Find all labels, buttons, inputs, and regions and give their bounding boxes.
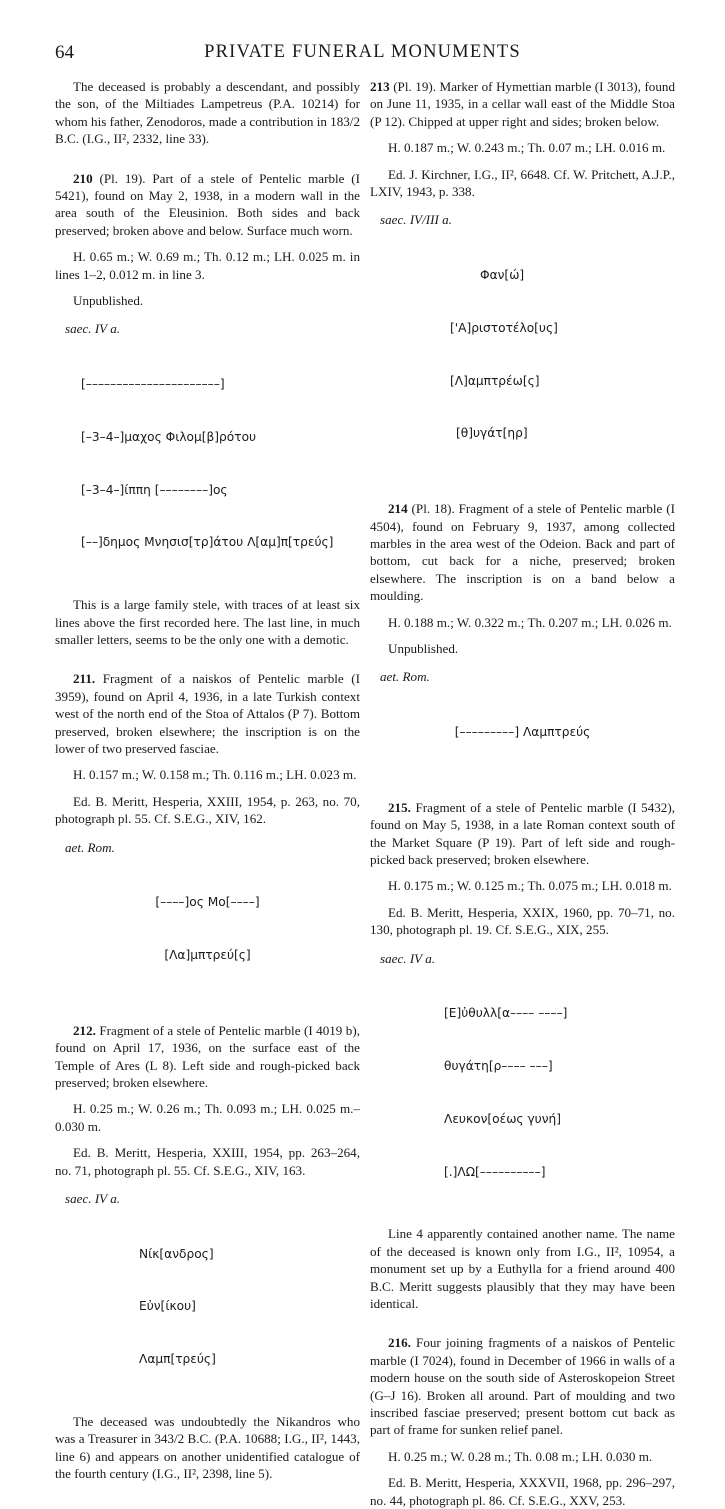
inscription-line: [Ε]ὐθυλλ[α–––– ––––] [444, 1006, 568, 1021]
entry-214-description [370, 500, 675, 604]
inscription-line: Νίκ[ανδρος] [139, 1246, 214, 1261]
entry-214-number: 214 [388, 501, 408, 517]
entry-216-number: 216. [388, 1335, 411, 1351]
entry-212-description [55, 1022, 360, 1092]
entry-214-date: aet. Rom. [380, 669, 430, 685]
entry-216-measurements: H. 0.25 m.; W. 0.28 m.; Th. 0.08 m.; LH. 0.030 m. [388, 1448, 653, 1464]
entry-210-measurements: H. 0.65 m.; W. 0.69 m.; Th. 0.12 m.; LH. 0.025 m. in lines 1–2, 0.012 m. in line 3. [55, 249, 360, 282]
entry-213-desc-text: (Pl. 19). Marker of Hymettian marble (I 3013), found on June 11, 1935, in a cellar wall east of the Middle Stoa (P 12). Chipped at upper right and sides; broken below. [370, 79, 675, 129]
entry-216-desc-text: Four joining fragments of a naiskos of Pentelic marble (I 7024), found in December of 1966 in walls of a modern house on the south side of Asteroskopeion Street (G–J 16). Broken all around. Part of moulding and two inscribed fasciae preserved; present bottom cut back as part of frame for sunken relief panel. [370, 1335, 675, 1438]
entry-212-desc-text: Fragment of a stele of Pentelic marble (I 4019 b), found on April 17, 1936, on the surface east of the Temple of Ares (L 8). Left side and rough-picked back preserved; broken elsewhere. [55, 1022, 360, 1091]
entry-216-description [370, 1334, 675, 1438]
entry-211-date: aet. Rom. [65, 839, 115, 855]
entry-210-edition: Unpublished. [73, 293, 144, 309]
entry-213-date: saec. IV/III a. [380, 212, 452, 228]
entry-210-number: 210 [73, 170, 93, 186]
page-number: 64 [55, 42, 74, 63]
entry-215-date: saec. IV a. [380, 950, 436, 966]
inscription-line: Φαν[ώ] [480, 268, 525, 283]
inscription-line: ['Α]ριστοτέλο[υς] [450, 320, 558, 335]
inscription-line: Λαμπ[τρεύς] [139, 1352, 216, 1367]
entry-212-number: 212. [73, 1022, 96, 1038]
entry-210-description [55, 170, 360, 240]
entry-213-inscription [370, 232, 675, 478]
inscription-line: [Λ]αμπτρέω[ς] [450, 373, 540, 388]
entry-210-comment: This is a large family stele, with traces of at least six lines above the first recorded here. The last line, in much smaller letters, seems to be the only one with a demotic. [55, 597, 360, 647]
entry-213-number: 213 [370, 79, 390, 94]
entry-211-edition: Ed. B. Meritt, Hesperia, XXIII, 1954, p. 263, no. 70, photograph pl. 55. Cf. S.E.G., XIV, 162. [55, 793, 360, 827]
left-column [55, 78, 360, 1483]
entry-210-date: saec. IV a. [65, 321, 121, 337]
entry-215-inscription [370, 970, 675, 1216]
inscription-line: θυγάτη[ρ–––– –––] [444, 1059, 553, 1073]
entry-210-desc-text: (Pl. 19). Part of a stele of Pentelic marble (I 5421), found on May 2, 1938, in a modern wall in the area south of the Eleusinion. Both sides and back preserved; broken above and below. Surface much worn. [55, 170, 360, 238]
entry-211-desc-text: Fragment of a naiskos of Pentelic marble (I 3959), found on April 4, 1936, in a late Turkish context west of the north end of the Stoa of Attalos (P 7). Bottom preserved, broken elsewhere; the inscription is on the lower of two preserved fasciae. [55, 671, 360, 757]
right-column [370, 78, 675, 1509]
entry-215-edition: Ed. B. Meritt, Hesperia, XXIX, 1960, pp. 70–71, no. 130, photograph pl. 19. Cf. S.E.G., XIX, 255. [370, 904, 675, 938]
entry-216-edition: Ed. B. Meritt, Hesperia, XXXVII, 1968, pp. 296–297, no. 44, photograph pl. 86. Cf. S.E.G., XXV, 253. [370, 1475, 675, 1508]
inscription-line: Εὐν[ίκου] [139, 1299, 196, 1314]
entry-212-inscription [55, 1210, 360, 1404]
inscription-line: Λευκον[οέως γυνή] [444, 1111, 562, 1126]
entry-215-desc-text: Fragment of a stele of Pentelic marble (I 5432), found on May 5, 1938, in a late Roman context south of the Market Square (P 19). Part of left side and rough-picked back preserved; broken elsewhere. [370, 799, 675, 867]
entry-211-inscription [55, 859, 360, 1000]
entry-213-edition: Ed. J. Kirchner, I.G., II², 6648. Cf. W. Pritchett, A.J.P., LXIV, 1943, p. 338. [370, 166, 675, 200]
entry-214-desc-text: (Pl. 18). Fragment of a stele of Pentelic marble (I 4504), found on February 9, 1937, among collected marbles in the area west of the Odeion. Back and part of bottom, cut back for a niche, preserved; broken elsewhere. The inscription is on a band below a moulding. [370, 501, 675, 604]
entry-212-date: saec. IV a. [65, 1191, 121, 1207]
inscription-line: [––––––––––––––––––––––] [81, 377, 225, 392]
entry-211-number: 211. [73, 671, 96, 687]
inscription-line: [θ]υγάτ[ηρ] [456, 426, 528, 441]
entry-212-measurements: H. 0.25 m.; W. 0.26 m.; Th. 0.093 m.; LH. 0.025 m.–0.030 m. [55, 1101, 360, 1134]
inscription-line: [.]ΛΩ[––––––––––] [444, 1164, 546, 1179]
inscription-line: [–3–4–]μαχος Φιλομ[β]ρότου [81, 429, 257, 444]
page-header [0, 42, 725, 72]
entry-215-comment: Line 4 apparently contained another name. The name of the deceased is known only from I.G., II², 10954, a monument set up by a Euthylla for a friend around 400 B.C. Meritt suggests plausibly that they may have been identical. [370, 1226, 675, 1311]
entry-214-edition: Unpublished. [388, 641, 459, 656]
inscription-line: [–3–4–]ίππη [––––––––]ος [81, 482, 228, 497]
intro-paragraph: The deceased is probably a descendant, and possibly the son, of the Miltiades Lampetreus (P.A. 10214) for whom his father, Zenodoros, made a contribution in 183/2 B.C. (I.G., II², 2332, line 33). [55, 79, 360, 147]
entry-213-measurements: H. 0.187 m.; W. 0.243 m.; Th. 0.07 m.; LH. 0.016 m. [388, 140, 666, 156]
entry-214-inscription [370, 689, 675, 777]
entry-215-measurements: H. 0.175 m.; W. 0.125 m.; Th. 0.075 m.; LH. 0.018 m. [388, 878, 672, 894]
entry-211-measurements: H. 0.157 m.; W. 0.158 m.; Th. 0.116 m.; LH. 0.023 m. [73, 767, 357, 783]
inscription-line: [––]δημος Μνησισ[τρ]άτου Λ[αμ]π[τρεύς] [81, 535, 334, 550]
running-title: PRIVATE FUNERAL MONUMENTS [204, 42, 521, 62]
entry-215-description [370, 799, 675, 869]
entry-213-description [370, 78, 675, 130]
inscription-line: [–––––––––] Λαμπτρεύς [454, 725, 591, 739]
entry-212-edition: Ed. B. Meritt, Hesperia, XXIII, 1954, pp. 263–264, no. 71, photograph pl. 55. Cf. S.E.G., XIV, 163. [55, 1145, 360, 1178]
entry-210-inscription [55, 341, 360, 587]
entry-212-comment: The deceased was undoubtedly the Nikandros who was a Treasurer in 343/2 B.C. (P.A. 10688; I.G., II², 1443, line 6) and appears on another unidentified catalogue of the fourth century (I.G., II², 2398, line 5). [55, 1414, 360, 1482]
entry-215-number: 215. [388, 799, 411, 815]
entry-214-measurements: H. 0.188 m.; W. 0.322 m.; Th. 0.207 m.; LH. 0.026 m. [388, 614, 672, 630]
inscription-line: [Λα]μπτρεύ[ς] [164, 948, 251, 963]
entry-211-description [55, 670, 360, 757]
inscription-line: [––––]ος Μο[––––] [155, 895, 260, 910]
